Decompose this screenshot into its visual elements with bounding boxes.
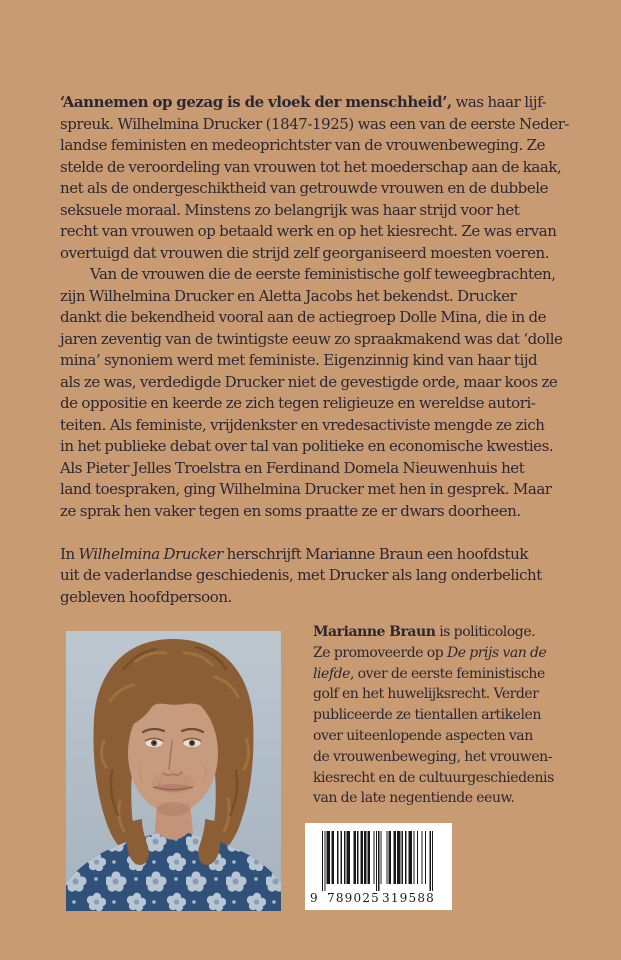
- barcode-digit-left: 9: [310, 891, 319, 905]
- synopsis-text: [60, 92, 580, 608]
- synopsis-paragraph-2: [60, 264, 580, 522]
- text-line: over uiteenlopende aspecten van: [313, 727, 533, 744]
- text-line: liefde, over de eerste feministische: [313, 665, 545, 682]
- text-line: recht van vrouwen op betaald werk en op het kiesrecht. Ze was ervan: [60, 222, 557, 240]
- text-line: net als de ondergeschiktheid van getrouwde vrouwen en de dubbele: [60, 179, 549, 197]
- text-line: zijn Wilhelmina Drucker en Aletta Jacobs het bekendst. Drucker: [60, 286, 517, 305]
- barcode-bars: [322, 831, 433, 891]
- text-line: overtuigd dat vrouwen die strijd zelf georganiseerd moesten voeren.: [60, 243, 550, 262]
- text-line: mina’ synoniem werd met feministe. Eigenzinnig kind van haar tijd: [60, 351, 538, 369]
- text-line: Van de vrouwen die de eerste feministische golf teweegbrachten,: [90, 265, 556, 283]
- barcode-digit-center: 789025: [327, 891, 381, 905]
- text-line: land toespraken, ging Wilhelmina Drucker met hen in gesprek. Maar: [60, 480, 552, 498]
- barcode: [305, 823, 452, 910]
- barcode-digit-right: 319588: [382, 891, 436, 905]
- text-line: teiten. Als feministe, vrijdenkster en vredesactiviste mengde ze zich: [60, 415, 545, 434]
- author-photo: [66, 631, 281, 911]
- text-line: kiesrecht en de cultuurgeschiedenis: [313, 769, 554, 786]
- text-line: de vrouwenbeweging, het vrouwen-: [313, 748, 553, 765]
- text-line: Ze promoveerde op De prijs van de: [313, 644, 547, 661]
- text-line: seksuele moraal. Minstens zo belangrijk was haar strijd voor het: [60, 200, 520, 219]
- text-line: ‘Aannemen op gezag is de vloek der menschheid’, was haar lijf-: [60, 93, 547, 111]
- barcode-svg: [305, 823, 452, 910]
- text-line: In Wilhelmina Drucker herschrijft Marianne Braun een hoofdstuk: [60, 544, 528, 563]
- text-line: gebleven hoofdpersoon.: [60, 587, 232, 606]
- text-line: golf en het huwelijksrecht. Verder: [313, 686, 539, 703]
- portrait-illustration: [66, 631, 281, 911]
- synopsis-paragraph-1: [60, 92, 580, 264]
- text-line: dankt die bekendheid vooral aan de actiegroep Dolle Mina, die in de: [60, 308, 547, 326]
- text-line: van de late negentiende eeuw.: [313, 790, 515, 807]
- text-line: ze sprak hen vaker tegen en soms praatte ze er dwars doorheen.: [60, 501, 521, 520]
- text-line: de oppositie en keerde ze zich tegen religieuze en wereldse autori-: [60, 394, 536, 412]
- text-line: publiceerde ze tientallen artikelen: [313, 707, 541, 724]
- text-line: spreuk. Wilhelmina Drucker (1847-1925) was een van de eerste Neder-: [60, 114, 570, 133]
- chin-shadow: [157, 802, 189, 816]
- text-line: Marianne Braun is politicologe.: [313, 624, 536, 640]
- text-line: in het publieke debat over tal van politieke en economische kwesties.: [60, 437, 554, 455]
- text-line: Als Pieter Jelles Troelstra en Ferdinand Domela Nieuwenhuis het: [60, 458, 525, 477]
- text-line: landse feministen en medeoprichtster van de vrouwenbeweging. Ze: [60, 136, 546, 154]
- text-line: uit de vaderlandse geschiedenis, met Drucker als lang onderbelicht: [60, 566, 542, 584]
- text-line: als ze was, verdedigde Drucker niet de gevestigde orde, maar koos ze: [60, 372, 558, 391]
- text-line: stelde de veroordeling van vrouwen tot het moederschap aan de kaak,: [60, 157, 562, 176]
- synopsis-paragraph-3: [60, 544, 580, 609]
- text-line: jaren zeventig van de twintigste eeuw zo spraakmakend was dat ‘dolle: [60, 329, 563, 348]
- author-bio: [313, 622, 558, 809]
